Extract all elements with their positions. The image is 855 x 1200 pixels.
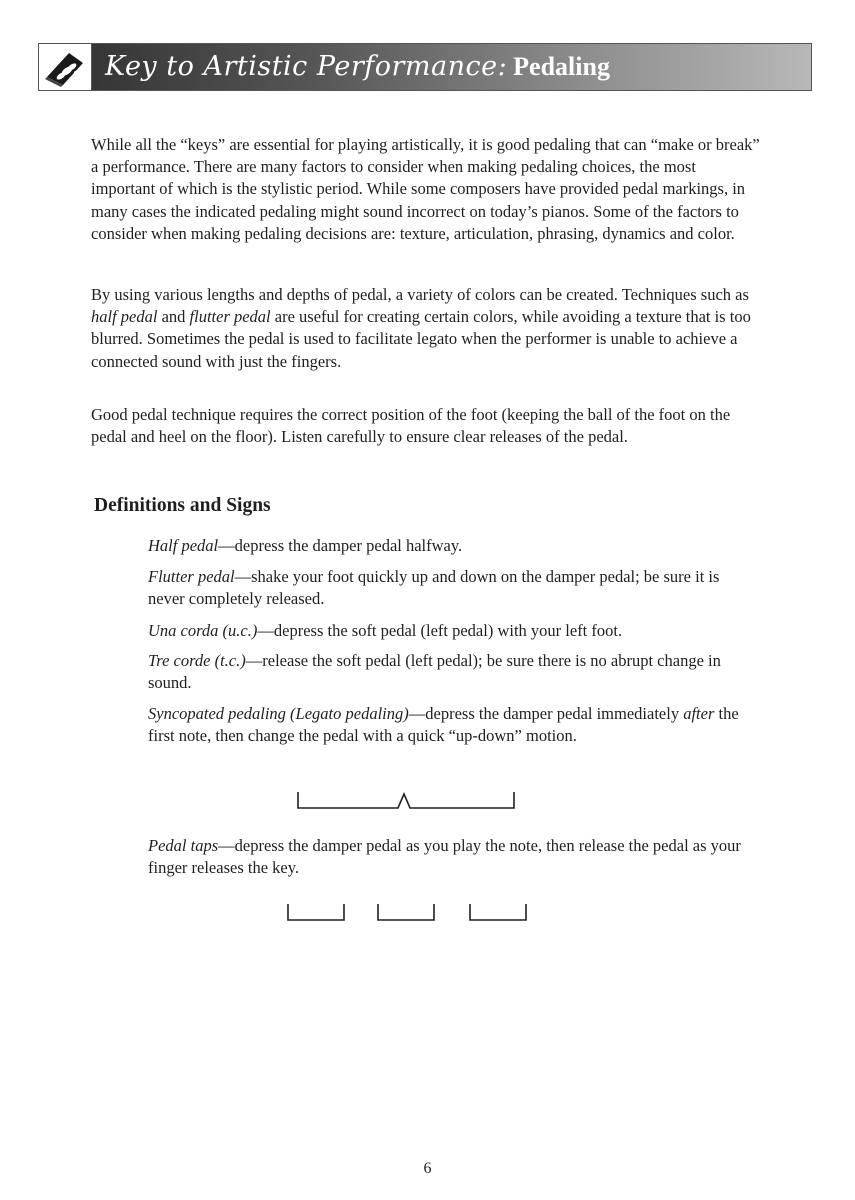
definition-syncopated-pedaling (148, 703, 760, 747)
definition-term: Pedal taps (148, 836, 219, 855)
definition-term: Tre corde (t.c.) (148, 651, 246, 670)
definition-term: Half pedal (148, 536, 219, 555)
definition-text: —depress the soft pedal (left pedal) with your left foot. (257, 621, 623, 640)
colors-paragraph (91, 284, 761, 373)
definition-text: —depress the damper pedal halfway. (218, 536, 463, 555)
definition-text: —depress the damper pedal as you play the note, then release the pedal as your finger releases the key. (148, 836, 741, 878)
definition-half-pedal (148, 535, 760, 557)
colors-text-start: By using various lengths and depths of pedal, a variety of colors can be created. Techniques such as (91, 285, 749, 304)
pedal-tap-sign (284, 900, 350, 926)
pedal-tap-sign (466, 900, 532, 926)
syncopated-pedal-sign (292, 788, 522, 814)
colors-text-and: and (157, 307, 190, 327)
after-emphasis: after (683, 704, 715, 723)
definition-text: —depress the damper pedal immediately (408, 704, 684, 723)
piano-hand-icon (39, 44, 92, 90)
definition-term: Syncopated pedaling (Legato pedaling) (148, 704, 409, 723)
technique-paragraph: Good pedal technique requires the correct position of the foot (keeping the ball of the foot on the pedal and heel on the floor). Listen carefully to ensure clear releases of the pedal. (91, 405, 731, 447)
half-pedal-emphasis: half pedal (91, 307, 158, 327)
colors-text-end: are useful for creating certain colors, while avoiding a texture that is too blurred. Sometimes the pedal is used to facilitate legato when the performer is unable to achieve a connected sound with just the fingers. (91, 307, 751, 371)
definition-text: —shake your foot quickly up and down on the damper pedal; be sure it is never completely released. (148, 567, 720, 609)
definition-flutter-pedal (148, 566, 760, 610)
title-script-text: Key to Artistic Performance: (105, 51, 508, 82)
page-title (105, 50, 610, 88)
definition-term: Una corda (u.c.) (148, 621, 258, 640)
pedal-tap-sign (374, 900, 440, 926)
definition-text-end: the first note, then change the pedal with a quick “up-down” motion. (148, 704, 739, 746)
page-banner (38, 43, 812, 91)
intro-paragraph: While all the “keys” are essential for playing artistically, it is good pedaling that can “make or break” a performance. There are many factors to consider when making pedaling choices, the most important of which is the stylistic period. While some composers have provided pedal markings, in many cases the indicated pedaling might sound incorrect on today’s pianos. Some of the factors to consider when making pedaling decisions are: texture, articulation, phrasing, dynamics and color. (91, 135, 760, 243)
definition-tre-corde (148, 650, 760, 694)
definitions-heading: Definitions and Signs (94, 495, 271, 516)
title-bold-text: Pedaling (513, 52, 610, 81)
flutter-pedal-emphasis: flutter pedal (189, 307, 271, 327)
definition-term: Flutter pedal (148, 567, 235, 586)
definition-text: —release the soft pedal (left pedal); be sure there is no abrupt change in sound. (148, 651, 721, 693)
definition-pedal-taps (148, 835, 760, 879)
page-number: 6 (423, 1160, 432, 1177)
definition-una-corda (148, 620, 760, 642)
